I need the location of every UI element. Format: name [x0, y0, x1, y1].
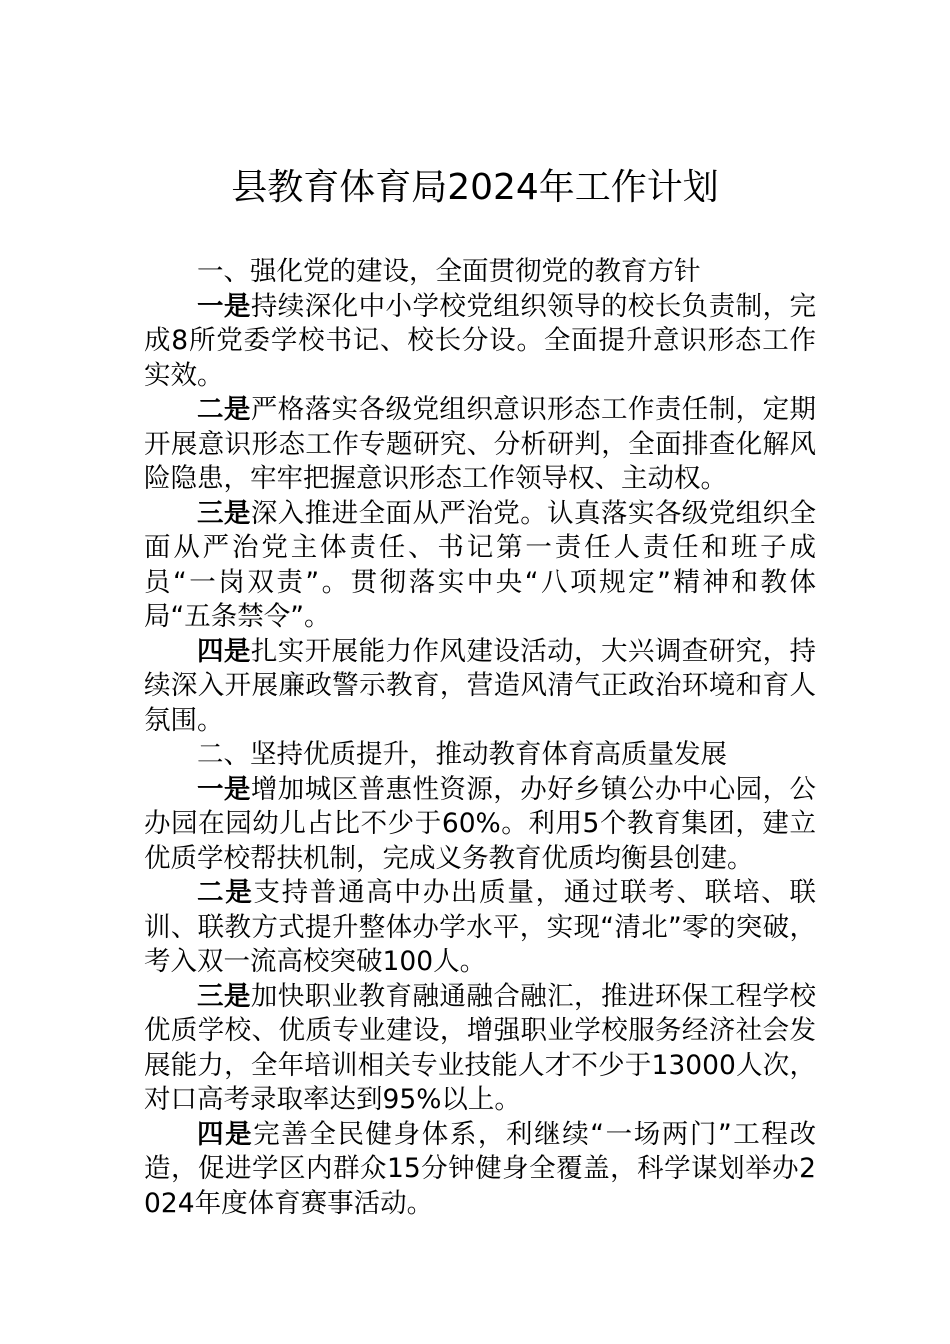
- section-heading-1: [144, 255, 816, 290]
- section-heading-2: [144, 738, 816, 773]
- paragraph: [144, 773, 816, 877]
- paragraph-text: 持续深化中小学校党组织领导的校长负责制，完成8所党委学校书记、校长分设。全面提升意识形态工作实效。: [144, 290, 817, 391]
- paragraph: [144, 290, 816, 394]
- paragraph: [144, 635, 816, 739]
- paragraph: [144, 497, 816, 635]
- paragraph-text: 增加城区普惠性资源，办好乡镇公办中心园，公办园在园幼儿占比不少于60%。利用5个教育集团，建立优质学校帮扶机制，完成义务教育优质均衡县创建。: [144, 773, 817, 874]
- paragraph-text: 严格落实各级党组织意识形态工作责任制，定期开展意识形态工作专题研究、分析研判，全面排查化解风险隐患，牢牢把握意识形态工作领导权、主动权。: [144, 394, 817, 494]
- paragraph: [144, 1118, 816, 1222]
- paragraph-lead: 二是: [197, 877, 254, 908]
- paragraph-lead: 三是: [197, 497, 251, 529]
- paragraph-text: 二、坚持优质提升，推动教育体育高质量发展: [197, 739, 727, 770]
- paragraph-lead: 一是: [197, 290, 251, 322]
- paragraph-lead: 二是: [197, 394, 251, 425]
- paragraph-text: 支持普通高中办出质量，通过联考、联培、联训、联教方式提升整体办学水平，实现“清北”零的突破，考入双一流高校突破100人。: [144, 877, 817, 977]
- paragraph-text: 一、强化党的建设，全面贯彻党的教育方针: [197, 256, 701, 287]
- paragraph: [144, 393, 816, 497]
- paragraph-text: 加快职业教育融通融合融汇，推进环保工程学校优质学校、优质专业建设，增强职业学校服务经济社会发展能力，全年培训相关专业技能人才不少于13000人次，对口高考录取率达到95%以上。: [144, 980, 817, 1115]
- document-body: [144, 255, 816, 1221]
- document-title: 县教育体育局2024年工作计划: [231, 167, 719, 208]
- paragraph-text: 扎实开展能力作风建设活动，大兴调查研究，持续深入开展廉政警示教育，营造风清气正政治环境和育人氛围。: [144, 635, 817, 736]
- paragraph-lead: 四是: [197, 1118, 254, 1150]
- paragraph-lead: 一是: [197, 773, 251, 805]
- paragraph-lead: 三是: [197, 980, 251, 1012]
- paragraph-text: 深入推进全面从严治党。认真落实各级党组织全面从严治党主体责任、书记第一责任人责任和班子成员“一岗双责”。贯彻落实中央“八项规定”精神和教体局“五条禁令”。: [144, 497, 817, 632]
- paragraph: [144, 980, 816, 1118]
- paragraph-lead: 四是: [197, 635, 251, 667]
- paragraph: [144, 876, 816, 980]
- paragraph-text: 完善全民健身体系，利继续“一场两门”工程改造，促进学区内群众15分钟健身全覆盖，科学谋划举办2024年度体育赛事活动。: [144, 1118, 816, 1219]
